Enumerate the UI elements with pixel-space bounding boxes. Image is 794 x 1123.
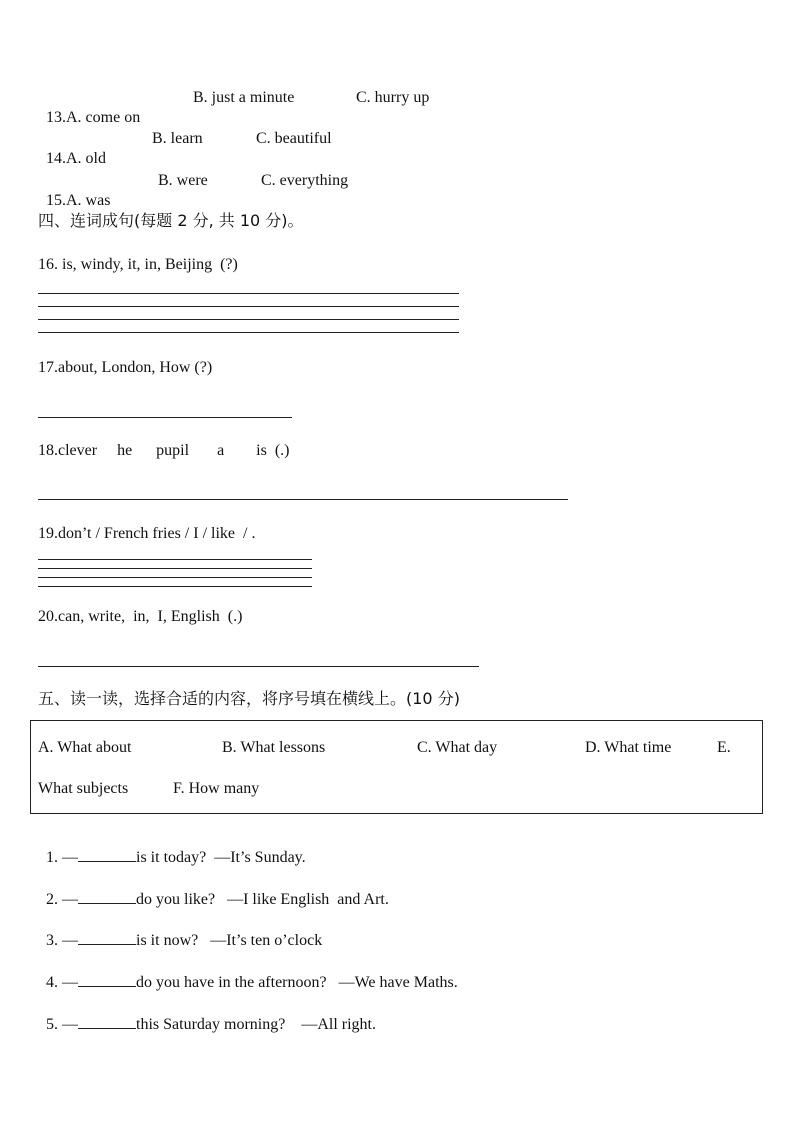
option-a: A. What about bbox=[38, 739, 132, 756]
option-c: C. What day bbox=[417, 739, 498, 756]
question-number: 3. — bbox=[46, 932, 78, 949]
answer-line bbox=[38, 319, 459, 320]
question-19: 19.don’t / French fries / I / like / . bbox=[38, 525, 256, 542]
fill-question-2 bbox=[38, 869, 389, 910]
option-c: C. hurry up bbox=[356, 89, 430, 106]
options-box bbox=[30, 720, 763, 814]
option-a: A. old bbox=[66, 150, 106, 167]
mcq-row-13 bbox=[38, 88, 140, 128]
question-number: 14. bbox=[46, 150, 66, 167]
answer-line bbox=[38, 293, 459, 294]
question-text: do you have in the afternoon? bbox=[136, 974, 327, 991]
option-b: B. learn bbox=[152, 130, 203, 147]
question-number: 15. bbox=[46, 192, 66, 209]
option-e-letter: E. bbox=[717, 739, 731, 756]
option-c: C. beautiful bbox=[256, 130, 332, 147]
answer-line bbox=[38, 568, 312, 569]
answer-blank[interactable] bbox=[78, 1014, 136, 1029]
question-text: do you like? bbox=[136, 891, 216, 908]
question-text: is it now? bbox=[136, 932, 199, 949]
answer-blank[interactable] bbox=[78, 972, 136, 987]
question-number: 2. — bbox=[46, 891, 78, 908]
answer-line bbox=[38, 332, 459, 333]
answer-text: —It’s Sunday. bbox=[214, 849, 306, 866]
answer-text: —We have Maths. bbox=[338, 974, 458, 991]
answer-line bbox=[38, 417, 292, 418]
option-c: C. everything bbox=[261, 172, 349, 189]
option-e-text: What subjects bbox=[38, 780, 129, 797]
fill-question-1 bbox=[38, 827, 306, 868]
answer-blank[interactable] bbox=[78, 847, 136, 862]
answer-text: —It’s ten o’clock bbox=[210, 932, 323, 949]
answer-blank[interactable] bbox=[78, 930, 136, 945]
section-4-heading: 四、连词成句(每题 2 分, 共 10 分)。 bbox=[38, 211, 304, 230]
question-number: 4. — bbox=[46, 974, 78, 991]
answer-line bbox=[38, 306, 459, 307]
answer-blank[interactable] bbox=[78, 889, 136, 904]
question-20: 20.can, write, in, I, English (.) bbox=[38, 608, 243, 625]
answer-line bbox=[38, 499, 568, 500]
question-number: 13. bbox=[46, 109, 66, 126]
option-b: B. were bbox=[158, 172, 208, 189]
mcq-row-14 bbox=[38, 129, 106, 169]
answer-line bbox=[38, 577, 312, 578]
question-17: 17.about, London, How (?) bbox=[38, 359, 213, 376]
option-b: B. just a minute bbox=[193, 89, 295, 106]
answer-text: —I like English and Art. bbox=[227, 891, 389, 908]
option-a: A. come on bbox=[66, 109, 141, 126]
option-d: D. What time bbox=[585, 739, 672, 756]
answer-line bbox=[38, 559, 312, 560]
question-text: this Saturday morning? bbox=[136, 1016, 286, 1033]
answer-line bbox=[38, 586, 312, 587]
fill-question-4 bbox=[38, 952, 458, 993]
answer-line bbox=[38, 666, 479, 667]
question-18: 18.clever he pupil a is (.) bbox=[38, 442, 290, 459]
question-16: 16. is, windy, it, in, Beijing (?) bbox=[38, 256, 238, 273]
option-a: A. was bbox=[66, 192, 111, 209]
fill-question-5 bbox=[38, 994, 376, 1035]
answer-text: —All right. bbox=[301, 1016, 376, 1033]
question-number: 1. — bbox=[46, 849, 78, 866]
option-b: B. What lessons bbox=[222, 739, 326, 756]
fill-question-3 bbox=[38, 910, 322, 951]
question-text: is it today? bbox=[136, 849, 207, 866]
option-f: F. How many bbox=[173, 780, 260, 797]
mcq-row-15 bbox=[38, 171, 110, 211]
question-number: 5. — bbox=[46, 1016, 78, 1033]
section-5-heading: 五、读一读，选择合适的内容，将序号填在横线上。(10 分) bbox=[38, 689, 460, 708]
